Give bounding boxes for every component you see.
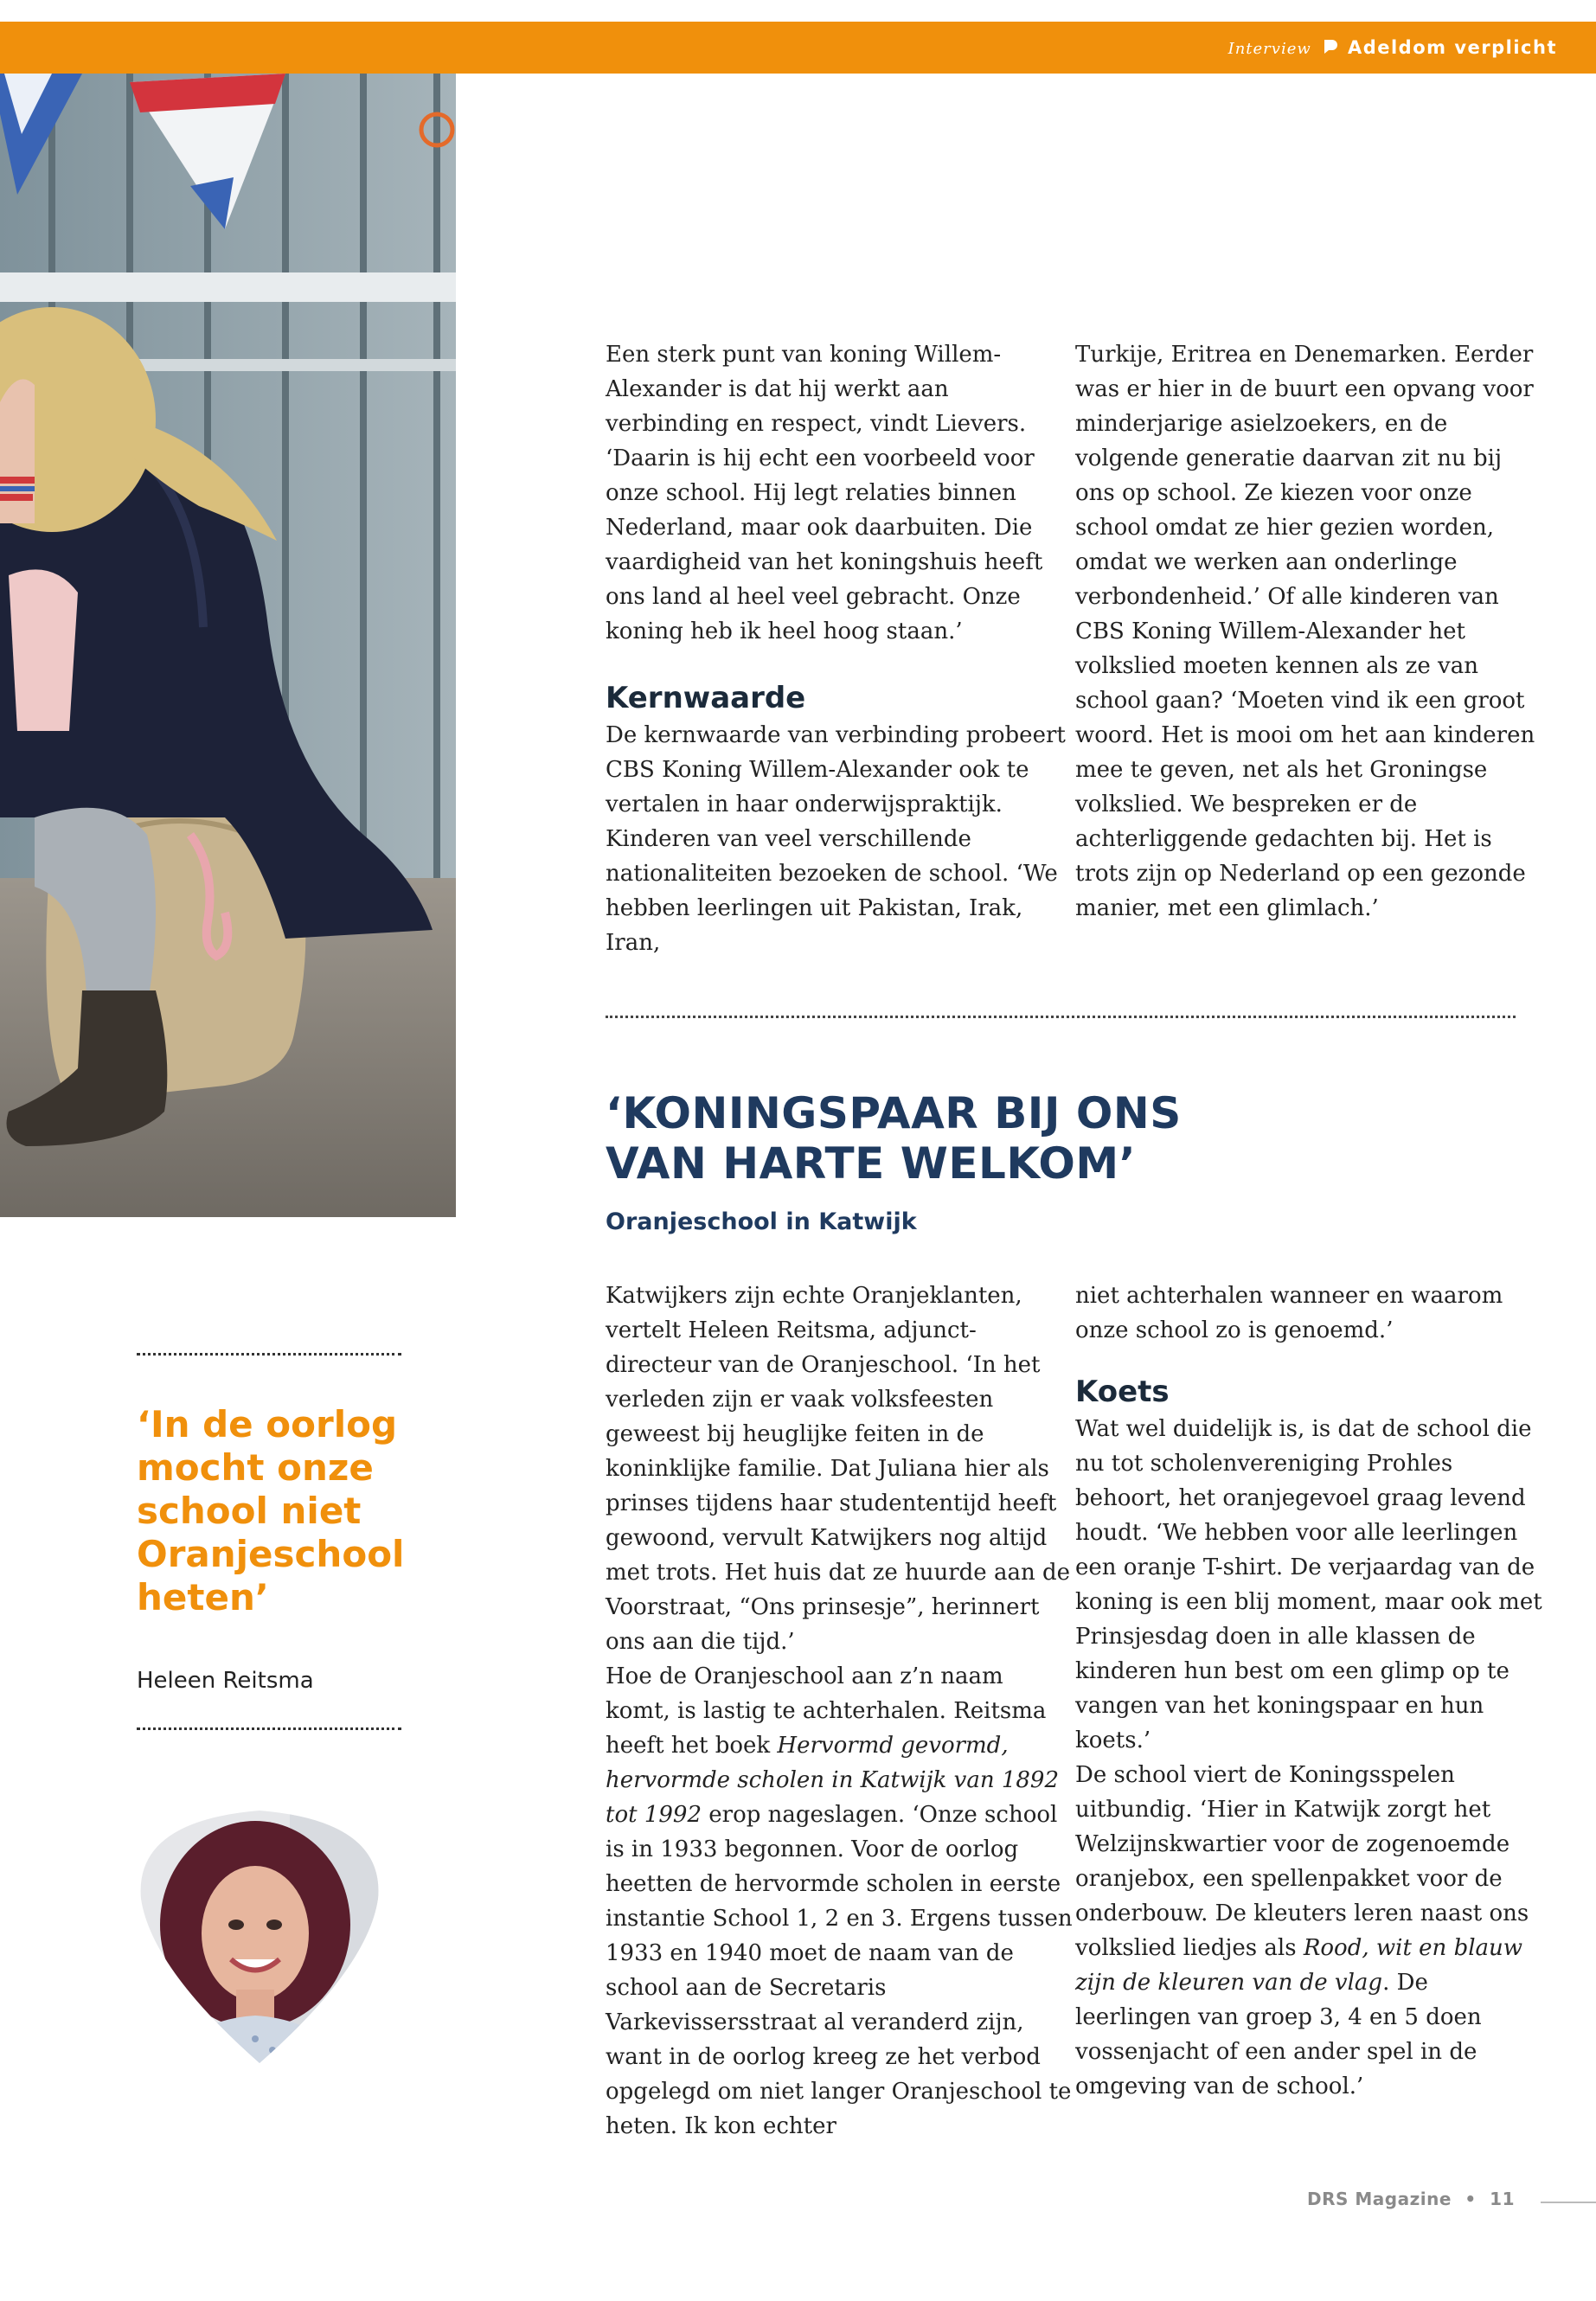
book-title: Hervormd gevormd, hervormde scholen in Katwijk van 1892 tot 1992 <box>606 1733 1060 1828</box>
article1-paragraph-3: Turkije, Eritrea en Denemarken. Eerder was er hier in de buurt een opvang voor minderjarige asielzoekers, en de volgende generatie daarvan zit nu bij ons op school. Ze kiezen voor onze school omdat ze hier gezien worden, omdat we werken aan onderlinge verbondenheid.’ Of alle kinderen van CBS Koning Willem-Alexander het volkslied moeten kennen als ze van school gaan? ‘Moeten vind ik een groot woord. Het is mooi om het aan kinderen mee te geven, net als het Groningse volkslied. We bespreken er de achterliggende gedachten bij. Het is trots zijn op Nederland op een gezonde manier, met een glimlach.’ <box>1075 342 1535 921</box>
footer-separator: • <box>1465 2189 1477 2209</box>
section-title: Adeldom verplicht <box>1347 37 1557 58</box>
article-photo <box>0 74 456 1217</box>
article2-headline <box>606 1088 1384 1189</box>
article2-subheading: Oranjeschool in Katwijk <box>606 1208 917 1235</box>
quote-author: Heleen Reitsma <box>137 1668 314 1694</box>
article1-paragraph-1: Een sterk punt van koning Willem-Alexander is dat hij werkt aan verbinding en respect, vindt Lievers. ‘Daarin is hij echt een voorbeeld voor onze school. Hij legt relaties binnen Nederland, maar ook daarbuiten. Die vaardigheid van het koningshuis heeft ons land al heel veel gebracht. Onze koning heb ik heel hoog staan.’ <box>606 342 1043 644</box>
header-bar <box>0 22 1596 74</box>
magazine-name: DRS Magazine <box>1307 2189 1452 2209</box>
article1-column-2 <box>1075 337 1542 926</box>
article2-paragraph-5-text-b: . De leerlingen van groep 3, 4 en 5 doen vossenjacht of een ander spel in de omgeving van de school.’ <box>1075 1970 1482 2099</box>
section-divider <box>606 1016 1516 1018</box>
article2-paragraph-2 <box>606 1659 1073 2144</box>
article2-paragraph-4: Wat wel duidelijk is, is dat de school die nu tot scholenvereniging Prohles behoort, het oranjegevoel graag levend houdt. ‘We hebben voor alle leerlingen een oranje T-shirt. De verjaardag van de koning is een blij moment, maar ook met Prinsjesdag doen in alle klassen de kinderen hun best om een glimp op te vangen van het koningspaar en hun koets.’ <box>1075 1416 1542 1753</box>
article2-headline-line-2: VAN HARTE WELKOM’ <box>606 1138 1137 1189</box>
pull-quote: ‘In de oorlog mocht onze school niet Oranjeschool heten’ <box>137 1403 405 1618</box>
article2-column-1 <box>606 1279 1073 2144</box>
footer-rule <box>1541 2202 1596 2203</box>
article2-heading: Koets <box>1075 1375 1170 1409</box>
article1-heading: Kernwaarde <box>606 681 806 715</box>
section-kicker: Interview <box>1227 40 1311 58</box>
article2-paragraph-5 <box>1075 1758 1542 2104</box>
article2-column-2 <box>1075 1279 1542 2104</box>
article2-paragraph-2-text-a: Hoe de Oranjeschool aan z’n naam komt, is lastig te achterhalen. Reitsma heeft het boek <box>606 1663 1047 1759</box>
article2-paragraph-5-text-a: De school viert de Koningsspelen uitbundig. ‘Hier in Katwijk zorgt het Welzijnskwartier voor de zogenoemde oranjebox, een spellenpakket voor de onderbouw. De kleuters leren naast ons volkslied liedjes als <box>1075 1762 1529 1961</box>
speech-arrow-icon <box>1323 24 1338 76</box>
quote-top-divider <box>137 1353 401 1356</box>
article2-paragraph-1: Katwijkers zijn echte Oranjeklanten, vertelt Heleen Reitsma, adjunct-directeur van de Oranjeschool. ‘In het verleden zijn er vaak volksfeesten geweest bij heuglijke feiten in de koninklijke familie. Dat Juliana hier als prinses tijdens haar studententijd heeft gewoond, vervult Katwijkers nog altijd met trots. Het huis dat ze huurde aan de Voorstraat, “Ons prinsesje”, herinnert ons aan die tijd.’ <box>606 1283 1070 1655</box>
author-portrait <box>134 1804 385 2072</box>
article1-column-1 <box>606 337 1073 960</box>
section-breadcrumb <box>1228 22 1557 74</box>
article2-paragraph-3: niet achterhalen wanneer en waarom onze school zo is genoemd.’ <box>1075 1283 1503 1343</box>
article2-paragraph-2-text-b: erop nageslagen. ‘Onze school is in 1933 begonnen. Voor de oorlog heetten de hervormde scholen in eerste instantie School 1, 2 en 3. Ergens tussen 1933 en 1940 moet de naam van de school aan de Secretaris Varkevissersstraat al veranderd zijn, want in de oorlog kreeg ze het verbod opgelegd om niet langer Oranjeschool te heten. Ik kon echter <box>606 1802 1073 2139</box>
song-title: Rood, wit en blauw zijn de kleuren van de vlag <box>1075 1935 1523 1996</box>
quote-bottom-divider <box>137 1727 401 1730</box>
page-number: 11 <box>1490 2189 1515 2209</box>
article2-headline-line-1: ‘KONINGSPAAR BIJ ONS <box>606 1088 1182 1138</box>
article1-paragraph-2: De kernwaarde van verbinding probeert CBS Koning Willem-Alexander ook te vertalen in haar onderwijspraktijk. Kinderen van veel verschillende nationaliteiten bezoeken de school. ‘We hebben leerlingen uit Pakistan, Irak, Iran, <box>606 722 1066 956</box>
page-footer <box>1307 2189 1515 2209</box>
